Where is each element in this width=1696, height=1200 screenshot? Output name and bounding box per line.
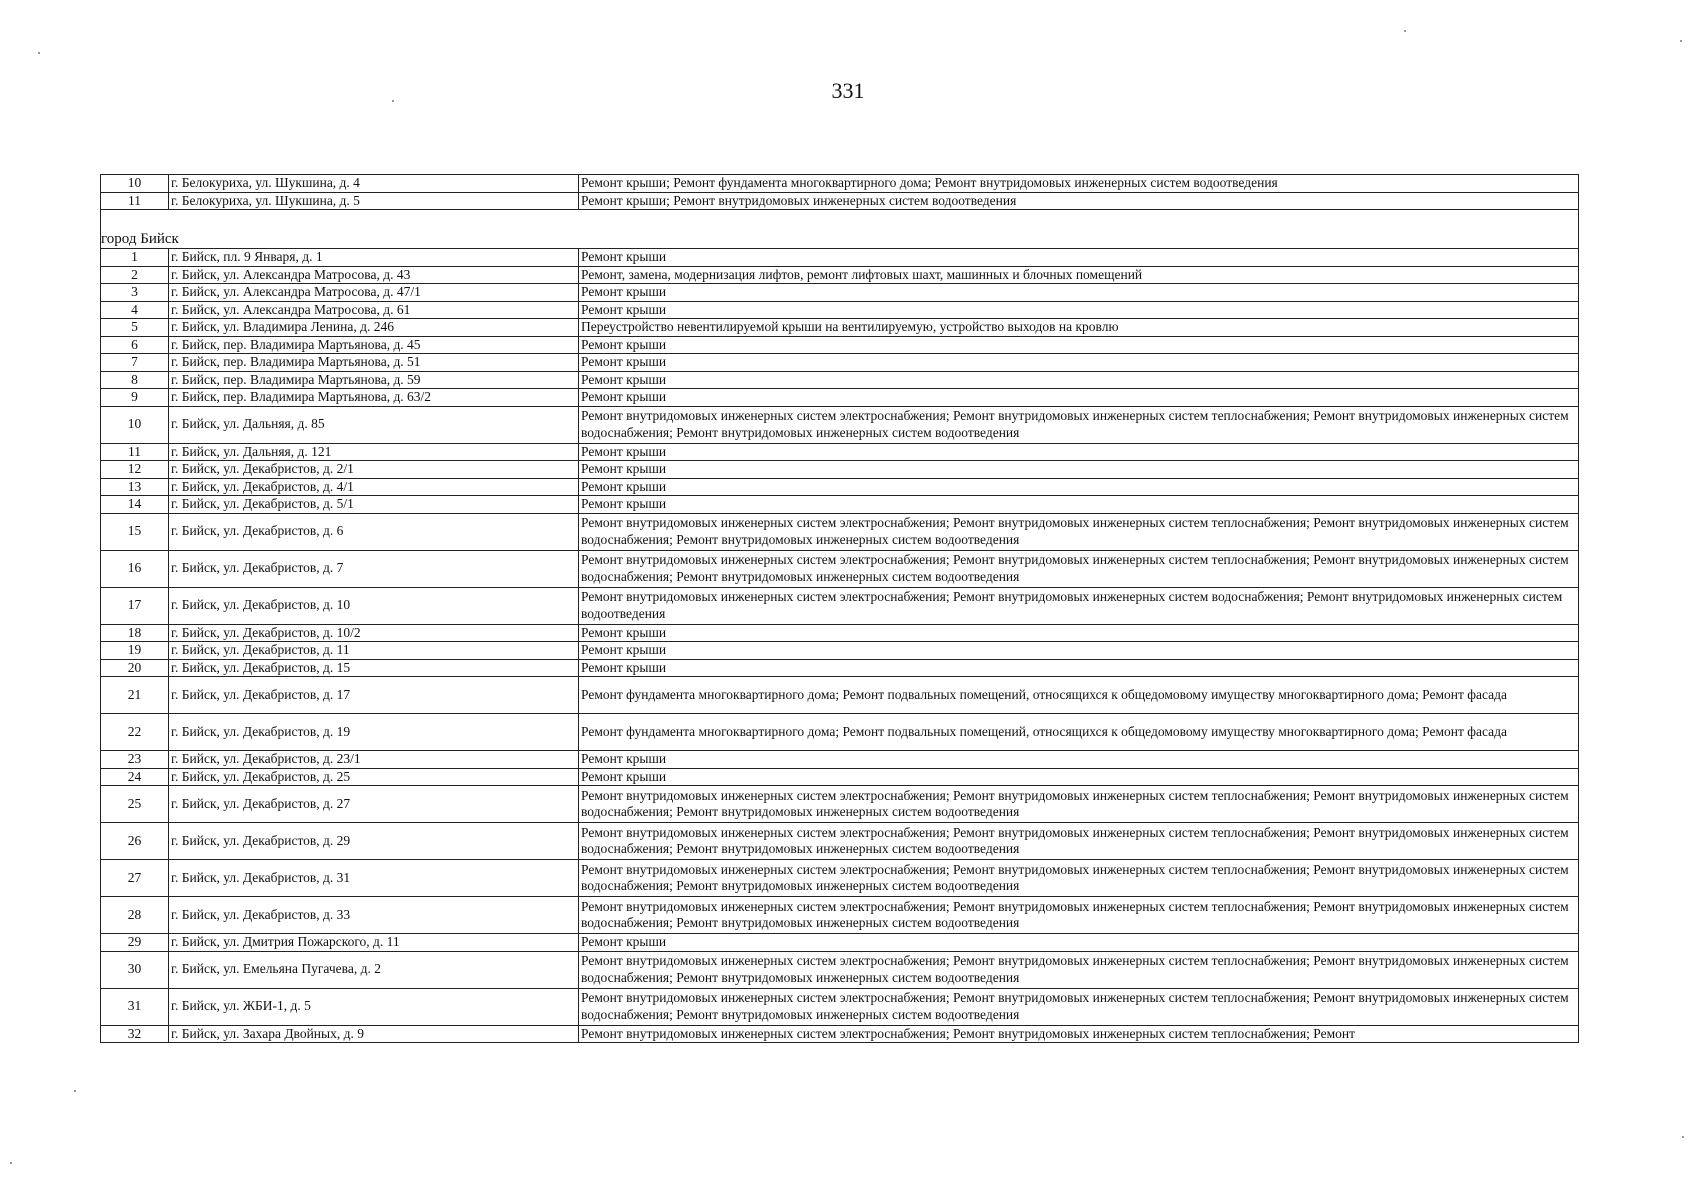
row-address: г. Бийск, ул. Александра Матросова, д. 61	[169, 301, 579, 319]
row-number: 11	[101, 443, 169, 461]
row-address: г. Бийск, ул. Захара Двойных, д. 9	[169, 1025, 579, 1043]
table-row	[101, 192, 1579, 210]
row-number: 31	[101, 988, 169, 1025]
table-row	[101, 642, 1579, 660]
row-address: г. Бийск, пер. Владимира Мартьянова, д. 45	[169, 336, 579, 354]
scan-speck	[1404, 30, 1406, 32]
row-number: 22	[101, 714, 169, 751]
row-works: Ремонт крыши	[579, 284, 1579, 302]
row-number: 10	[101, 406, 169, 443]
scan-speck	[74, 1090, 76, 1092]
row-number: 30	[101, 951, 169, 988]
row-address: г. Бийск, ул. Декабристов, д. 27	[169, 786, 579, 823]
table-row	[101, 175, 1579, 193]
row-number: 11	[101, 192, 169, 210]
row-works: Переустройство невентилируемой крыши на вентилируемую, устройство выходов на кровлю	[579, 319, 1579, 337]
table-row	[101, 897, 1579, 934]
row-address: г. Бийск, ул. Декабристов, д. 23/1	[169, 751, 579, 769]
row-works: Ремонт внутридомовых инженерных систем электроснабжения; Ремонт внутридомовых инженерных систем теплоснабжения; Ремонт внутридомовых инженерных систем водоснабжения; Ремонт внутридомовых инженерных систем водоотведения	[579, 897, 1579, 934]
row-address: г. Бийск, пл. 9 Января, д. 1	[169, 249, 579, 267]
row-number: 24	[101, 768, 169, 786]
row-address: г. Бийск, ул. Емельяна Пугачева, д. 2	[169, 951, 579, 988]
scan-speck	[392, 100, 394, 102]
row-number: 20	[101, 659, 169, 677]
row-address: г. Бийск, ул. Декабристов, д. 33	[169, 897, 579, 934]
table-row	[101, 406, 1579, 443]
row-address: г. Белокуриха, ул. Шукшина, д. 4	[169, 175, 579, 193]
works-table	[100, 174, 1579, 1043]
table-row	[101, 496, 1579, 514]
table-row	[101, 751, 1579, 769]
row-address: г. Бийск, ул. Александра Матросова, д. 43	[169, 266, 579, 284]
row-address: г. Бийск, ул. Декабристов, д. 6	[169, 513, 579, 550]
row-address: г. Бийск, ул. Декабристов, д. 5/1	[169, 496, 579, 514]
table-row	[101, 659, 1579, 677]
row-address: г. Бийск, ул. Декабристов, д. 4/1	[169, 478, 579, 496]
row-works: Ремонт крыши	[579, 659, 1579, 677]
row-address: г. Бийск, ул. Дальняя, д. 85	[169, 406, 579, 443]
row-number: 16	[101, 550, 169, 587]
row-address: г. Бийск, ул. Александра Матросова, д. 47/1	[169, 284, 579, 302]
row-address: г. Бийск, ул. Декабристов, д. 7	[169, 550, 579, 587]
row-number: 15	[101, 513, 169, 550]
row-number: 6	[101, 336, 169, 354]
table-row	[101, 443, 1579, 461]
row-number: 18	[101, 624, 169, 642]
table-row	[101, 478, 1579, 496]
table-row	[101, 587, 1579, 624]
table-row	[101, 823, 1579, 860]
row-address: г. Бийск, пер. Владимира Мартьянова, д. 51	[169, 354, 579, 372]
row-number: 17	[101, 587, 169, 624]
row-address: г. Бийск, ул. Декабристов, д. 10/2	[169, 624, 579, 642]
row-number: 2	[101, 266, 169, 284]
row-address: г. Бийск, пер. Владимира Мартьянова, д. 59	[169, 371, 579, 389]
row-address: г. Бийск, ул. Декабристов, д. 10	[169, 587, 579, 624]
row-works: Ремонт внутридомовых инженерных систем электроснабжения; Ремонт внутридомовых инженерных систем водоснабжения; Ремонт внутридомовых инженерных систем водоотведения	[579, 587, 1579, 624]
row-works: Ремонт внутридомовых инженерных систем электроснабжения; Ремонт внутридомовых инженерных систем теплоснабжения; Ремонт внутридомовых инженерных систем водоснабжения; Ремонт внутридомовых инженерных систем водоотведения	[579, 550, 1579, 587]
row-works: Ремонт, замена, модернизация лифтов, ремонт лифтовых шахт, машинных и блочных помещений	[579, 266, 1579, 284]
row-number: 5	[101, 319, 169, 337]
table-row	[101, 319, 1579, 337]
row-address: г. Бийск, ул. Владимира Ленина, д. 246	[169, 319, 579, 337]
table-row	[101, 249, 1579, 267]
row-works: Ремонт внутридомовых инженерных систем электроснабжения; Ремонт внутридомовых инженерных систем теплоснабжения; Ремонт внутридомовых инженерных систем водоснабжения; Ремонт внутридомовых инженерных систем водоотведения	[579, 860, 1579, 897]
section-title: город Бийск	[101, 230, 1579, 249]
row-address: г. Бийск, ул. Декабристов, д. 25	[169, 768, 579, 786]
row-number: 12	[101, 461, 169, 479]
table-row	[101, 1025, 1579, 1043]
row-works: Ремонт крыши	[579, 389, 1579, 407]
row-number: 1	[101, 249, 169, 267]
page-number: 331	[831, 78, 865, 103]
row-works: Ремонт крыши	[579, 301, 1579, 319]
row-number: 23	[101, 751, 169, 769]
row-address: г. Бийск, ул. Декабристов, д. 31	[169, 860, 579, 897]
row-works: Ремонт внутридомовых инженерных систем электроснабжения; Ремонт внутридомовых инженерных систем теплоснабжения; Ремонт внутридомовых инженерных систем водоснабжения; Ремонт внутридомовых инженерных систем водоотведения	[579, 786, 1579, 823]
row-number: 9	[101, 389, 169, 407]
row-number: 8	[101, 371, 169, 389]
row-works: Ремонт крыши	[579, 443, 1579, 461]
row-number: 26	[101, 823, 169, 860]
row-number: 14	[101, 496, 169, 514]
row-number: 28	[101, 897, 169, 934]
row-address: г. Бийск, ул. Дмитрия Пожарского, д. 11	[169, 934, 579, 952]
table-row	[101, 550, 1579, 587]
row-works: Ремонт крыши	[579, 354, 1579, 372]
table-row	[101, 714, 1579, 751]
row-number: 7	[101, 354, 169, 372]
row-number: 13	[101, 478, 169, 496]
row-address: г. Бийск, ул. Декабристов, д. 17	[169, 677, 579, 714]
row-address: г. Бийск, ул. Дальняя, д. 121	[169, 443, 579, 461]
table-row	[101, 624, 1579, 642]
row-works: Ремонт крыши	[579, 624, 1579, 642]
row-number: 32	[101, 1025, 169, 1043]
table-row	[101, 988, 1579, 1025]
table-row	[101, 934, 1579, 952]
row-works: Ремонт внутридомовых инженерных систем электроснабжения; Ремонт внутридомовых инженерных систем теплоснабжения; Ремонт внутридомовых инженерных систем водоснабжения; Ремонт внутридомовых инженерных систем водоотведения	[579, 823, 1579, 860]
table-row	[101, 389, 1579, 407]
row-works: Ремонт фундамента многоквартирного дома; Ремонт подвальных помещений, относящихся к общедомовому имуществу многоквартирного дома; Ремонт фасада	[579, 677, 1579, 714]
works-table-body	[101, 175, 1579, 1043]
table-row	[101, 266, 1579, 284]
row-address: г. Бийск, ул. Декабристов, д. 19	[169, 714, 579, 751]
row-number: 21	[101, 677, 169, 714]
row-works: Ремонт крыши	[579, 496, 1579, 514]
row-number: 10	[101, 175, 169, 193]
row-number: 19	[101, 642, 169, 660]
scan-speck	[1682, 1136, 1684, 1138]
scan-speck	[38, 52, 40, 54]
scan-speck	[10, 1162, 12, 1164]
table-row	[101, 951, 1579, 988]
row-address: г. Бийск, ул. Декабристов, д. 29	[169, 823, 579, 860]
row-works: Ремонт крыши; Ремонт фундамента многоквартирного дома; Ремонт внутридомовых инженерных систем водоотведения	[579, 175, 1579, 193]
row-number: 25	[101, 786, 169, 823]
table-row	[101, 371, 1579, 389]
row-number: 4	[101, 301, 169, 319]
row-address: г. Бийск, пер. Владимира Мартьянова, д. 63/2	[169, 389, 579, 407]
table-row	[101, 860, 1579, 897]
row-number: 3	[101, 284, 169, 302]
table-row	[101, 768, 1579, 786]
row-works: Ремонт внутридомовых инженерных систем электроснабжения; Ремонт внутридомовых инженерных систем теплоснабжения; Ремонт внутридомовых инженерных систем водоснабжения; Ремонт внутридомовых инженерных систем водоотведения	[579, 406, 1579, 443]
row-works: Ремонт крыши; Ремонт внутридомовых инженерных систем водоотведения	[579, 192, 1579, 210]
row-works: Ремонт крыши	[579, 461, 1579, 479]
row-works: Ремонт крыши	[579, 768, 1579, 786]
row-address: г. Бийск, ул. Декабристов, д. 15	[169, 659, 579, 677]
row-address: г. Бийск, ул. Декабристов, д. 2/1	[169, 461, 579, 479]
row-address: г. Бийск, ул. Декабристов, д. 11	[169, 642, 579, 660]
table-row	[101, 513, 1579, 550]
row-works: Ремонт крыши	[579, 642, 1579, 660]
section-spacer	[101, 210, 1579, 231]
row-works: Ремонт внутридомовых инженерных систем электроснабжения; Ремонт внутридомовых инженерных систем теплоснабжения; Ремонт внутридомовых инженерных систем водоснабжения; Ремонт внутридомовых инженерных систем водоотведения	[579, 951, 1579, 988]
table-row	[101, 284, 1579, 302]
row-number: 27	[101, 860, 169, 897]
table-row	[101, 677, 1579, 714]
row-works: Ремонт крыши	[579, 249, 1579, 267]
row-works: Ремонт крыши	[579, 371, 1579, 389]
row-works: Ремонт внутридомовых инженерных систем электроснабжения; Ремонт внутридомовых инженерных систем теплоснабжения; Ремонт	[579, 1025, 1579, 1043]
row-address: г. Белокуриха, ул. Шукшина, д. 5	[169, 192, 579, 210]
row-works: Ремонт крыши	[579, 336, 1579, 354]
row-address: г. Бийск, ул. ЖБИ-1, д. 5	[169, 988, 579, 1025]
table-row	[101, 336, 1579, 354]
table-row	[101, 461, 1579, 479]
row-works: Ремонт внутридомовых инженерных систем электроснабжения; Ремонт внутридомовых инженерных систем теплоснабжения; Ремонт внутридомовых инженерных систем водоснабжения; Ремонт внутридомовых инженерных систем водоотведения	[579, 513, 1579, 550]
table-row	[101, 354, 1579, 372]
table-row	[101, 301, 1579, 319]
row-works: Ремонт фундамента многоквартирного дома; Ремонт подвальных помещений, относящихся к общедомовому имуществу многоквартирного дома; Ремонт фасада	[579, 714, 1579, 751]
row-works: Ремонт крыши	[579, 934, 1579, 952]
row-works: Ремонт крыши	[579, 751, 1579, 769]
scan-speck	[1680, 40, 1682, 42]
row-works: Ремонт крыши	[579, 478, 1579, 496]
table-row	[101, 786, 1579, 823]
section-header-row	[101, 230, 1579, 249]
row-works: Ремонт внутридомовых инженерных систем электроснабжения; Ремонт внутридомовых инженерных систем теплоснабжения; Ремонт внутридомовых инженерных систем водоснабжения; Ремонт внутридомовых инженерных систем водоотведения	[579, 988, 1579, 1025]
row-number: 29	[101, 934, 169, 952]
